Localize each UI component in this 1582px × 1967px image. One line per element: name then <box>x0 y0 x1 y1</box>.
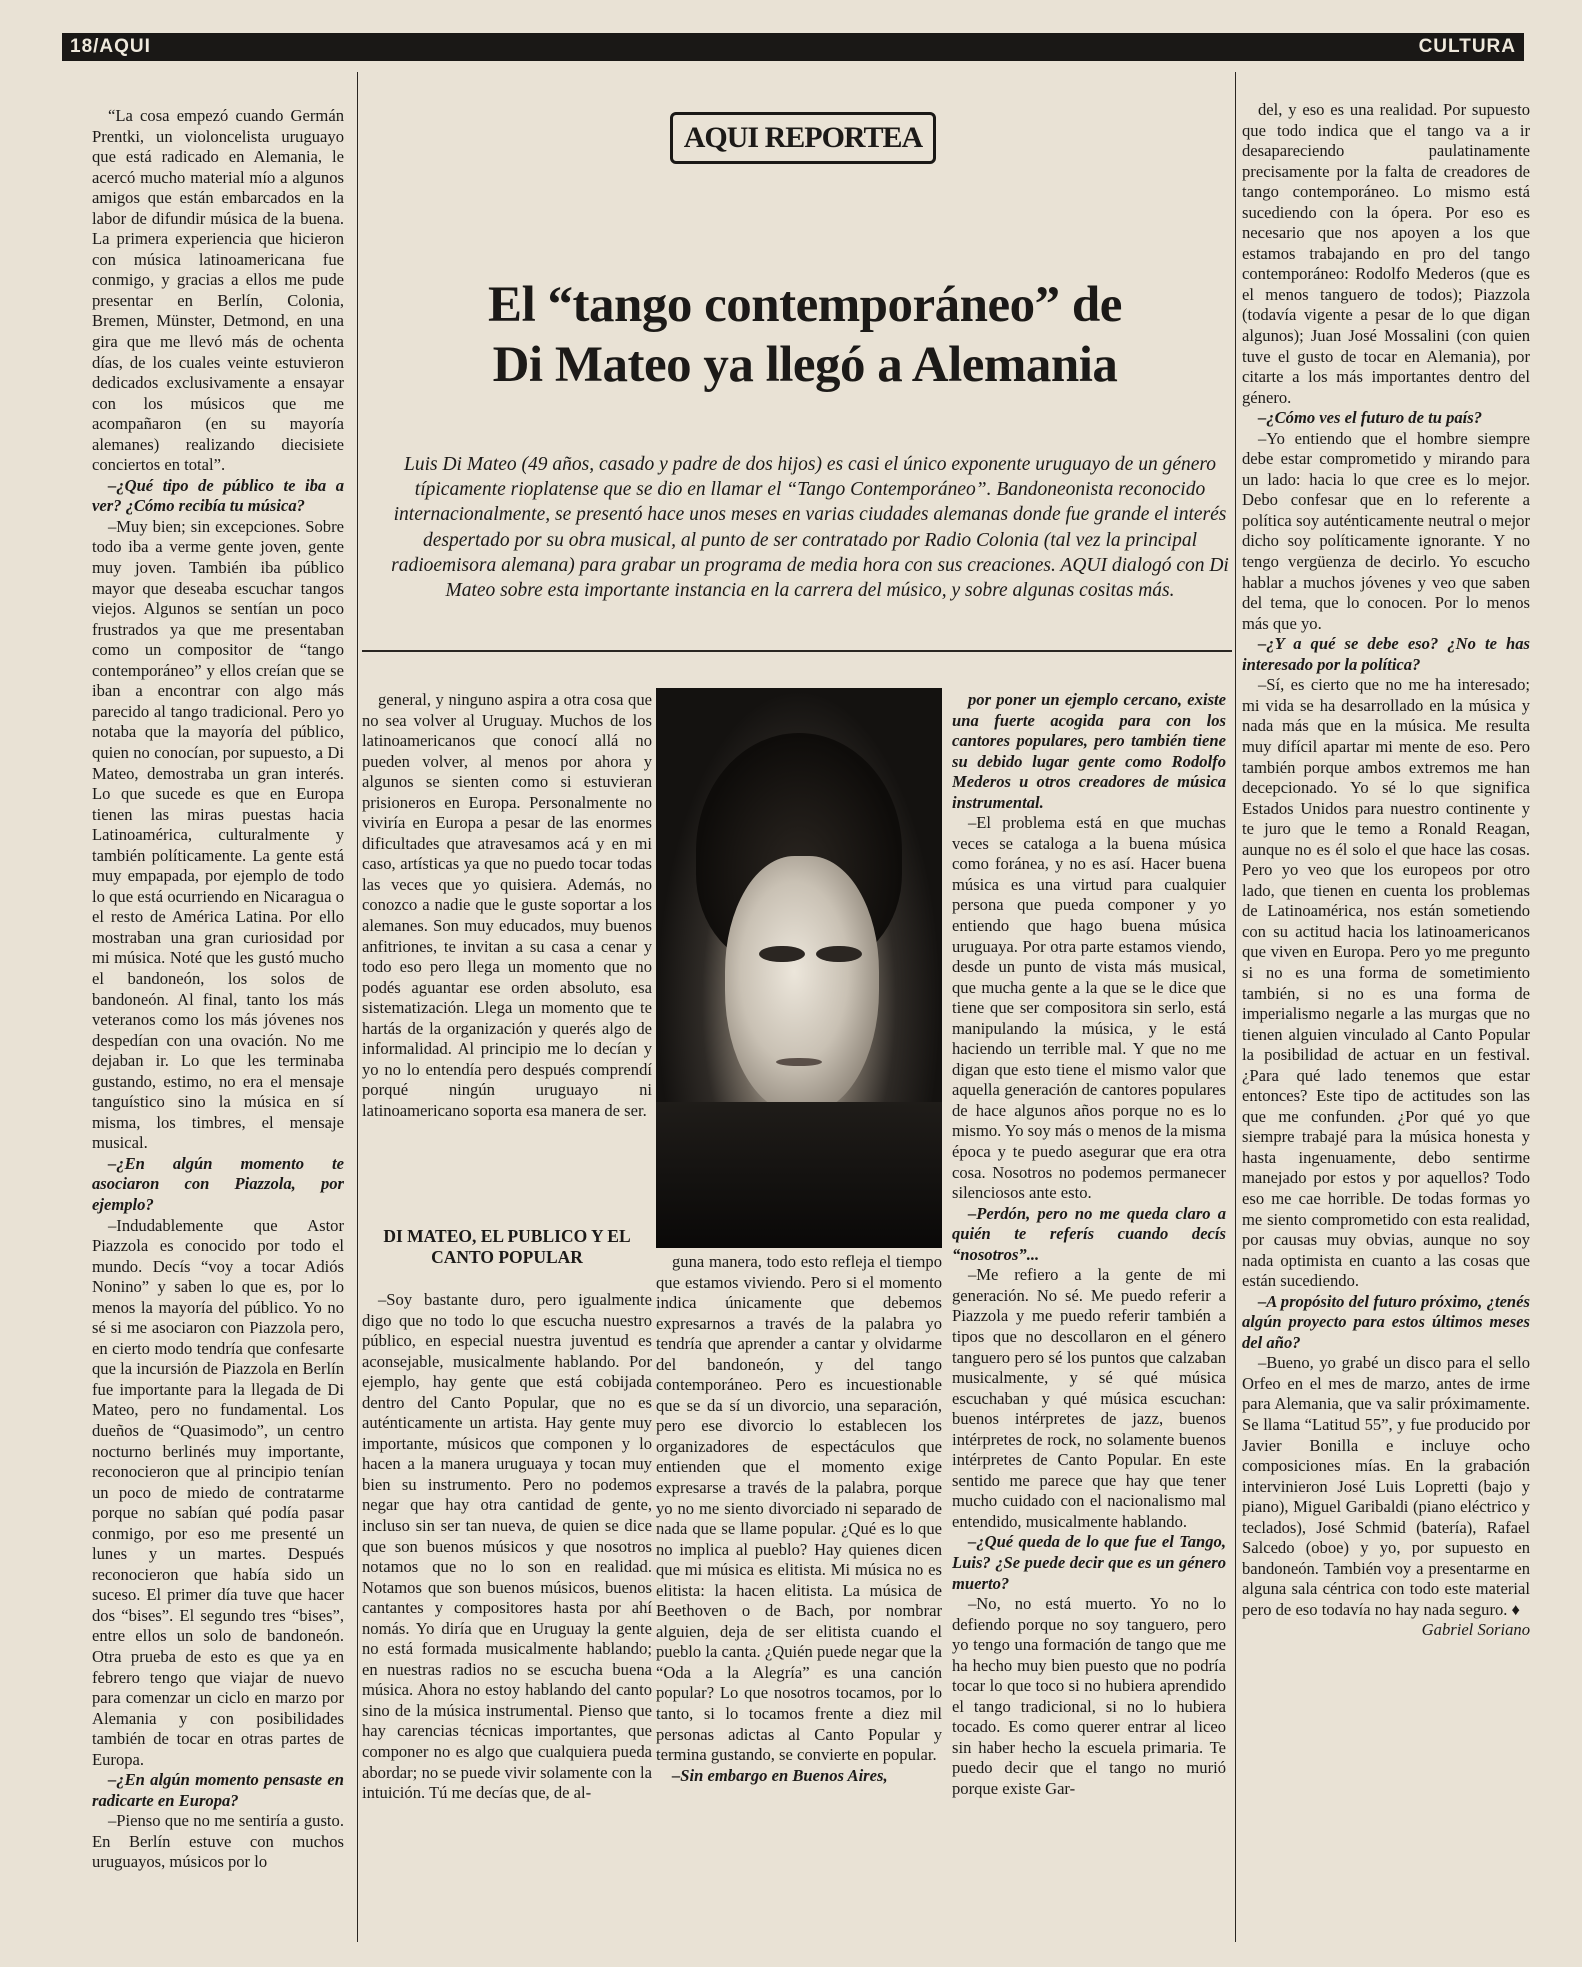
headline <box>370 275 1240 395</box>
paragraph: –Pienso que no me sentiría a gusto. En Berlín estuve con muchos uruguayos, músicos por lo <box>92 1811 344 1872</box>
article-column-1 <box>92 106 344 1936</box>
article-column-5 <box>1242 100 1530 1938</box>
paragraph: –Soy bastante duro, pero igualmente digo que no todo lo que escucha nuestro público, en especial nuestra juventud es aconsejable, musicalmente hablando. Por ejemplo, hay gente que está cobijada dentro del Canto Popular, que no es auténticamente un artista. Hay gente muy importante, músicos que componen y lo hacen a la manera uruguaya y tocan muy bien su instrumento. Pero no podemos negar que hay otra cantidad de gente, incluso sin ser tan nueva, de quien se dice que son buenos músicos y que nosotros notamos que no lo son en realidad. Notamos que son buenos músicos, buenos cantantes y compositores hasta por ahí nomás. Yo diría que en Uruguay la gente no está formada musicalmente hablando; en nuestras radios no se escucha buena música. Ahora no estoy hablando del canto sino de la música instrumental. Pienso que hay carencias técnicas importantes, que componer no es algo que cualquiera pueda abordar; no se puede vivir solamente con la intuición. Tú me decías que, de al- <box>362 1290 652 1803</box>
interview-question: –A propósito del futuro próximo, ¿tenés algún proyecto para estos últimos meses del año? <box>1242 1291 1530 1352</box>
article-column-3 <box>656 1252 942 1932</box>
paragraph: –No, no está muerto. Yo no lo defiendo porque no soy tanguero, pero yo tengo una formación de tango que me ha hecho muy bien puesto que no podría tocar lo que toco si no hubiera aprendido el tango tradicional, si no lo hubiera tocado. Es como querer entrar al liceo sin haber hecho la escuela primaria. Te puedo decir que el tango no murió porque existe Gar- <box>952 1594 1226 1798</box>
paragraph: –Sí, es cierto que no me ha interesado; mi vida se ha desarrollado en la música y nada más que en la música. Me resulta muy difícil apartar mi mente de eso. Pero también porque ambos extremos me han decepcionado. Yo sé lo que significa Estados Unidos para nuestro continente y te juro que le temo a Ronald Reagan, aunque no es él solo el que hace las cosas. Pero yo veo que los europeos por otro lado, que tienen en cuenta los problemas de Latinoamérica, nos están sometiendo con su actitud hacia los latinoamericanos que viven en Europa. Pero yo me pregunto si no es una forma de sometimiento también, si no es una forma de imperialismo negarle a las murgas que no tienen alguien vinculado al Canto Popular la posibilidad de actuar en un festival. ¿Para qué lado tenemos que estar entonces? Este tipo de actitudes son las que me confunden. ¿Por qué yo que siempre trabajé para la música honesta y hasta ingenuamente, debo sentirme manejado por estos y por aquellos? Todo eso me cae horrible. De todas formas yo me siento comprometido con esta realidad, por causas muy obvias, aunque no soy nada optimista en cuanto a las cosas que están sucediendo. <box>1242 675 1530 1291</box>
photo-mouth <box>776 1058 822 1066</box>
paragraph: general, y ninguno aspira a otra cosa que no sea volver al Uruguay. Muchos de los latinoamericanos que conocí allá no pueden volver, al menos por ahora y algunos se sienten como si estuvieran prisioneros en Europa. Personalmente no viviría en Europa a pesar de las enormes dificultades que atravesamos acá y en mi caso, artísticas ya que no puedo tocar todas las veces que yo quisiera. Además, no conozco a nadie que le guste soportar a los alemanes. Son muy educados, muy buenos anfitriones, te invitan a su casa a cenar y todo eso pero llega un momento que no podés aguantar ese orden absoluto, esa sistematización. Llega un momento que te hartás de la organización y querés algo de informalidad. Al principio me lo decían y yo no lo entendía pero después comprendí porqué ningún uruguayo ni latinoamericano soporta esa manera de ser. <box>362 690 652 1120</box>
headline-line-2: Di Mateo ya llegó a Alemania <box>492 337 1118 393</box>
interview-question: –¿Qué tipo de público te iba a ver? ¿Cómo recibía tu música? <box>92 475 344 516</box>
article-column-2-continued <box>362 1290 652 1930</box>
photo-eye-right <box>816 946 862 963</box>
article-column-4 <box>952 690 1226 1932</box>
paragraph: “La cosa empezó cuando Germán Prentki, un violoncelista uruguayo que está radicado en Alemania, le acercó mucho material mío a algunos amigos que están embarcados en la labor de difundir música de la buena. La primera experiencia que hicieron con música latinoamericana fue conmigo, y gracias a ellos me pude presentar en Berlín, Colonia, Bremen, Münster, Detmond, en una gira que me llevó más de ochenta días, de los cuales veinte estuvieron dedicados exclusivamente a ensayar con los músicos que me acompañaron (en su mayoría alemanes) realizando diecisiete conciertos en total”. <box>92 106 344 475</box>
interview-question: –¿En algún momento pensaste en radicarte en Europa? <box>92 1770 344 1810</box>
page-number: 18/AQUI <box>70 36 151 57</box>
column-rule <box>357 72 358 1942</box>
paragraph: guna manera, todo esto refleja el tiempo que estamos viviendo. Pero si el momento indica únicamente que debemos expresarnos a través de la palabra yo tendría que aprender a cantar y olvidarme del bandoneón, y del tango contemporáneo. Pero es incuestionable que se da sí un divorcio, una separación, pero ese divorcio lo establecen los organizadores de espectáculos que entienden que el momento exige expresarse a través de la palabra, porque yo no me siento divorciado ni separado de nada que se llame popular. ¿Qué es lo que no implica al pueblo? Hay quienes dicen que mi música es elitista. Mi música no es elitista: la hacen elitista. La música de Beethoven o de Bach, por nombrar alguien, deja de ser elitista cuando el pueblo la canta. ¿Quién puede negar que la “Oda a la Alegría” es una canción popular? Lo que nosotros tocamos, por lo tanto, si lo tocamos frente a diez mil personas adictas al Canto Popular y termina gustando, se convierte en popular. <box>656 1252 942 1765</box>
paragraph: –El problema está en que muchas veces se cataloga a la buena música como foránea, y no es así. Hacer buena música es una virtud para cualquier persona que pueda componer y yo entiendo que hago buena música uruguaya. Por otra parte estamos viendo, desde un punto de vista más musical, que mucha gente a la que se le dice que tiene que ser compositora sin serlo, está manipulando la música, y le está haciendo un terrible mal. Y que no me digan que esto tiene el mismo valor que aquella generación de cantores populares de hace algunos años porque no es lo mismo. Yo soy más o menos de la misma época y te puedo asegurar que era otra cosa. Nosotros no podemos permanecer silenciosos ante esto. <box>952 813 1226 1203</box>
article-column-2 <box>362 690 652 1222</box>
paragraph: –Me refiero a la gente de mi generación. No sé. Me puedo referir a Piazzola y me puedo referir también a tipos que no descollaron en el género tanguero pero sé los puntos que calzaban musicalmente, y sé qué música escuchaban y qué música escuchan: buenos intérpretes de jazz, buenos intérpretes de rock, no solamente buenos intérpretes de Canto Popular. En este sentido me parece que hay que tener mucho cuidado con el nacionalismo mal entendido, musicalmente hablando. <box>952 1265 1226 1531</box>
lead-paragraph: Luis Di Mateo (49 años, casado y padre de dos hijos) es casi el único exponente uruguayo de un género típicamente rioplatense que se dio en llamar el “Tango Contemporáneo”. Bandoneonista reconocido internacionalmente, se presentó hace unos meses en varias ciudades alemanas donde fue grande el interés despertado por su obra musical, al punto de ser contratado por Radio Colonia (tal vez la principal radioemisora alemana) para grabar un programa de media hora con sus creaciones. AQUI dialogó con Di Mateo sobre esta importante instancia en la carrera del músico, y sobre algunas cositas más. <box>391 454 1229 602</box>
interview-question: –¿Cómo ves el futuro de tu país? <box>1258 408 1483 428</box>
portrait-photo <box>656 688 942 1248</box>
subheading: DI MATEO, EL PUBLICO Y EL CANTO POPULAR <box>383 1226 631 1267</box>
byline: Gabriel Soriano <box>1421 1620 1530 1640</box>
photo-eye-left <box>759 946 805 963</box>
paragraph: del, y eso es una realidad. Por supuesto que todo indica que el tango va a ir desapareciendo paulatinamente precisamente por la falta de creadores de tango contemporáneo. Lo mismo está sucediendo con la ópera. Por eso es necesario que nos apoyen a los que estamos trabajando en pro del tango contemporáneo: Rodolfo Mederos (que es el menos tanguero de todos); Piazzola (todavía vigente a pesar de lo que digan algunos); Juan José Mossalini (con quien tuve el gusto de tocar en Alemania), por citarte a los más importantes dentro del género. <box>1242 100 1530 407</box>
headline-rule <box>362 650 1232 652</box>
interview-question: por poner un ejemplo cercano, existe una fuerte acogida para con los cantores populares, pero también tiene su debido lugar gente como Rodolfo Mederos u otros creadores de música instrumental. <box>952 690 1226 812</box>
section-logo: AQUI REPORTEA <box>670 112 936 164</box>
paragraph: –Yo entiendo que el hombre siempre debe estar comprometido y mirando para un lado: hacia lo que cree es lo mejor. Debo confesar que en lo referente a política soy auténticamente neutral o mejor dicho soy políticamente ignorante. Y no tengo vergüenza de decirlo. Yo escucho hablar a muchos jóvenes y veo que saben del tema, que lo conocen. Por lo menos más que yo. <box>1242 428 1530 633</box>
interview-question: –¿En algún momento te asociaron con Piazzola, por ejemplo? <box>92 1153 344 1214</box>
interview-question: –Perdón, pero no me queda claro a quién te referís cuando decís “nosotros”... <box>952 1203 1226 1264</box>
paragraph: –Muy bien; sin excepciones. Sobre todo iba a verme gente joven, gente muy joven. También iba público mayor que deseaba escuchar tangos viejos. Algunos se sentían un poco frustrados ya que me presentaban como un compositor de “tango contemporáneo” y ellos creían que se iban a encontrar con algo más parecido al tango tradicional. Pero yo notaba que la mayoría del público, quien no conocían, por supuesto, a Di Mateo, demostraba un gran interés. Lo que sucede es que en Europa tienen las miras puestas hacia Latinoamérica, culturalmente y también políticamente. La gente está muy empapada, por ejemplo de todo lo que está ocurriendo en Nicaragua o el resto de América Latina. Por ello mostraban una gran curiosidad por mi música. Noté que les gustó mucho el bandoneón, los solos de bandoneón. Al final, tanto los más veteranos como los más jóvenes nos despedían con una ovación. No me dejaban ir. Lo que les terminaba gustando, estimo, no era el mensaje tanguístico sino la música en sí misma, los timbres, el mensaje musical. <box>92 516 344 1153</box>
photo-shoulders <box>656 1102 942 1248</box>
page-header-bar <box>62 33 1524 61</box>
interview-question: –Sin embargo en Buenos Aires, <box>672 1765 888 1785</box>
section-name: CULTURA <box>1418 36 1516 57</box>
interview-question: –¿Y a qué se debe eso? ¿No te has interesado por la política? <box>1242 634 1530 674</box>
headline-line-1: El “tango contemporáneo” de <box>488 277 1122 333</box>
photo-face <box>725 856 879 1114</box>
interview-question: –¿Qué queda de lo que fue el Tango, Luis? ¿Se puede decir que es un género muerto? <box>952 1532 1226 1593</box>
paragraph: –Bueno, yo grabé un disco para el sello Orfeo en el mes de marzo, antes de irme para Alemania, que va salir próximamente. Se llama “Latitud 55”, y fue producido por Javier Bonilla e incluye ocho composiciones mías. En la grabación intervinieron José Luis Lopretti (bajo y piano), Miguel Garibaldi (piano eléctrico y teclados), José Schmid (batería), Rafael Salcedo (oboe) y yo, por supuesto en bandoneón. También voy a presentarme en alguna sala céntrica con todo este material pero de eso todavía no hay nada seguro. ♦ <box>1242 1353 1530 1619</box>
paragraph: –Indudablemente que Astor Piazzola es conocido por todo el mundo. Decís “voy a tocar Adiós Nonino” y saben lo que es, por lo menos la mayoría del público. Yo no sé si me asociaron con Piazzola pero, en cierto modo tendría que confesarte que la incursión de Piazzola en Berlín fue importante para la llegada de Di Mateo, pero no fundamental. Los dueños de “Quasimodo”, un centro nocturno berlinés muy importante, reconocieron que al principio tenían un poco de miedo de contratarme porque no sabían qué podía pasar conmigo, por eso me presenté un lunes y un martes. Después reconocieron que había sido un suceso. El primer día tuve que hacer dos “bises”. El segundo tres “bises”, entre ellos un solo de bandoneón. Otra prueba de esto es que ya en febrero tengo que viajar de nuevo para comenzar un ciclo en marzo por Alemania y con posibilidades también de tocar en otras partes de Europa. <box>92 1215 344 1769</box>
